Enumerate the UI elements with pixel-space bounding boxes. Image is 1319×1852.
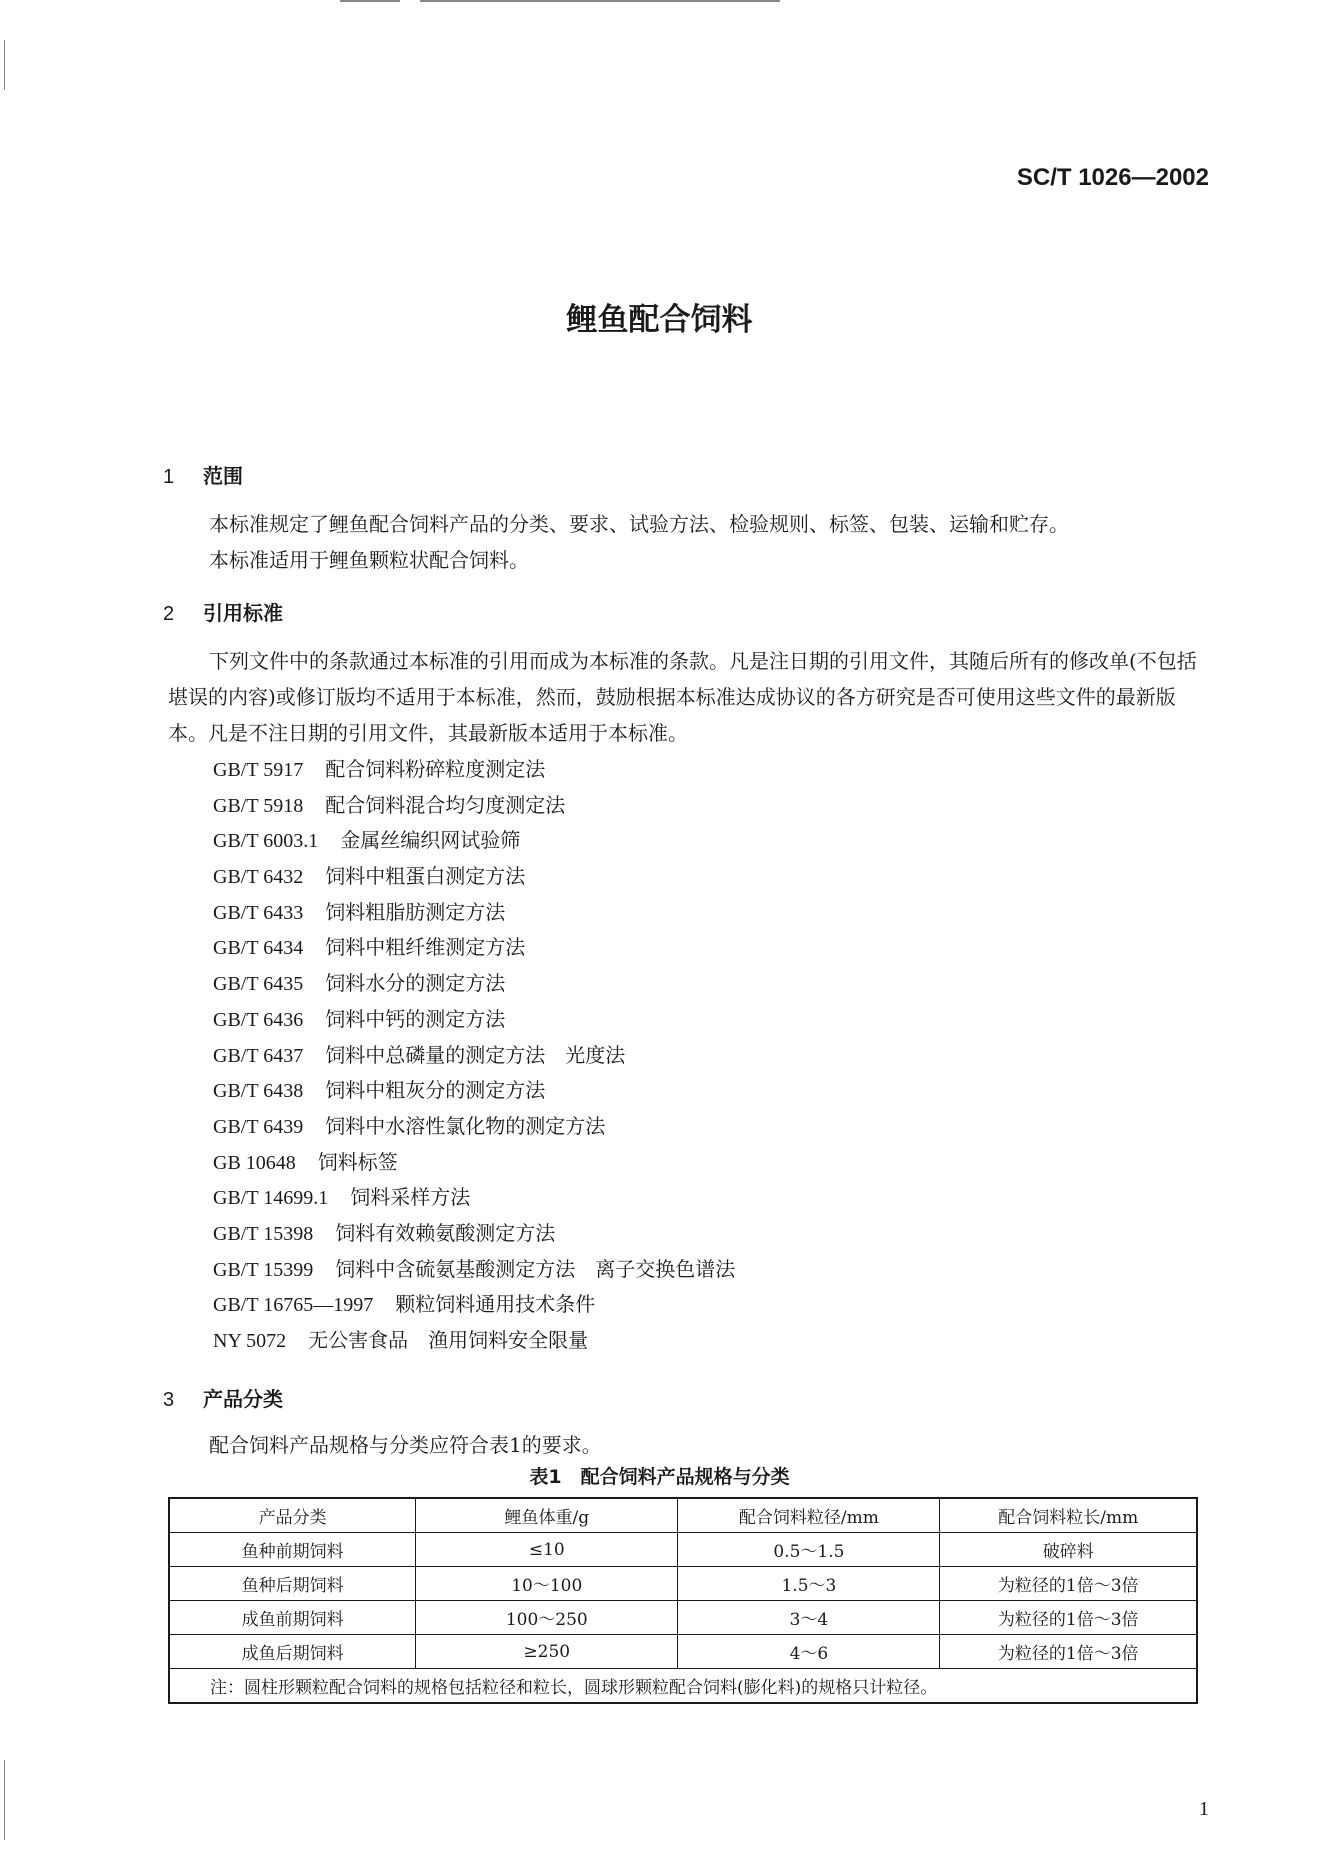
spec-table (168, 1497, 1198, 1704)
reference-item (213, 1038, 735, 1074)
reference-name: 颗粒饲料通用技术条件 (395, 1292, 596, 1317)
reference-item (213, 1287, 735, 1323)
scope-paragraph (168, 506, 1198, 578)
table-header-cell: 配合饲料粒径/mm (678, 1498, 940, 1533)
reference-code: GB/T 6435 (213, 973, 304, 996)
reference-code: GB 10648 (213, 1151, 296, 1174)
reference-item (213, 930, 735, 966)
section-heading-scope (163, 460, 243, 489)
reference-item (213, 823, 735, 859)
scan-mark-top (340, 0, 400, 2)
reference-name: 饲料水分的测定方法 (325, 971, 506, 996)
reference-name: 配合饲料粉碎粒度测定法 (325, 757, 546, 781)
reference-name: 无公害食品 渔用饲料安全限量 (308, 1328, 589, 1352)
section-number: 3 (163, 1389, 175, 1411)
reference-name: 饲料中水溶性氯化物的测定方法 (325, 1113, 606, 1138)
reference-name: 饲料采样方法 (350, 1185, 471, 1210)
reference-code: GB/T 6439 (213, 1115, 304, 1138)
reference-item (213, 1252, 735, 1288)
section-title: 范围 (203, 464, 243, 488)
reference-code: GB/T 6438 (213, 1080, 304, 1103)
reference-code: GB/T 15399 (213, 1258, 314, 1281)
reference-name: 饲料中钙的测定方法 (325, 1006, 506, 1031)
reference-code: NY 5072 (213, 1330, 287, 1352)
table-cell: 鱼种后期饲料 (169, 1567, 416, 1601)
reference-code: GB/T 6432 (213, 866, 304, 889)
section-heading-references (163, 597, 283, 626)
reference-item (213, 1323, 735, 1359)
reference-name: 饲料中粗蛋白测定方法 (325, 864, 526, 889)
reference-name: 饲料中含硫氨基酸测定方法 离子交换色谱法 (335, 1256, 736, 1281)
table-row (169, 1635, 1197, 1669)
section-title: 产品分类 (203, 1387, 283, 1411)
reference-name: 饲料中粗纤维测定方法 (325, 935, 526, 960)
reference-code: GB/T 6437 (213, 1044, 304, 1067)
reference-item (213, 859, 735, 895)
table-cell: 为粒径的1倍～3倍 (940, 1567, 1197, 1601)
table-cell: 1.5～3 (678, 1567, 940, 1601)
reference-item (213, 1145, 735, 1181)
table-cell: 为粒径的1倍～3倍 (940, 1601, 1197, 1635)
references-intro: 下列文件中的条款通过本标准的引用而成为本标准的条款。凡是注日期的引用文件，其随后所有的修改单(不包括堪误的内容)或修订版均不适用于本标准，然而，鼓励根据本标准达成协议的各方研究是否可使用这些文件的最新版本。凡是不注日期的引用文件，其最新版本适用于本标准。 (168, 649, 1197, 745)
table-header-cell: 配合饲料粒长/mm (940, 1498, 1197, 1533)
reference-name: 饲料有效赖氨酸测定方法 (335, 1220, 556, 1245)
classification-intro: 配合饲料产品规格与分类应符合表1的要求。 (209, 1433, 602, 1457)
reference-item (213, 1109, 735, 1145)
table-caption: 表1 配合饲料产品规格与分类 (529, 1466, 790, 1488)
reference-item (213, 1073, 735, 1109)
reference-code: GB/T 6436 (213, 1008, 304, 1031)
reference-item (213, 1002, 735, 1038)
table-cell: 10～100 (416, 1567, 678, 1601)
reference-code: GB/T 16765—1997 (213, 1294, 374, 1317)
table-cell: 破碎料 (940, 1533, 1197, 1567)
scan-mark-left (4, 1760, 5, 1840)
reference-name: 饲料中总磷量的测定方法 光度法 (325, 1042, 626, 1067)
table-cell: 成鱼后期饲料 (169, 1635, 416, 1669)
reference-code: GB/T 6003.1 (213, 830, 319, 853)
table-cell: 0.5～1.5 (678, 1533, 940, 1567)
document-title: 鲤鱼配合饲料 (566, 302, 753, 338)
reference-item (213, 788, 735, 824)
table-row (169, 1567, 1197, 1601)
scan-mark-left (4, 40, 5, 90)
table-cell: 鱼种前期饲料 (169, 1533, 416, 1567)
reference-name: 饲料中粗灰分的测定方法 (325, 1078, 546, 1103)
section-number: 2 (163, 603, 175, 625)
reference-code: GB/T 15398 (213, 1222, 314, 1245)
table-cell: 3～4 (678, 1601, 940, 1635)
reference-name: 金属丝编织网试验筛 (340, 828, 521, 853)
reference-list (213, 752, 735, 1359)
reference-item (213, 895, 735, 931)
section-number: 1 (163, 466, 175, 488)
page-number: 1 (1199, 1798, 1209, 1820)
reference-item (213, 752, 735, 788)
table-header-row (169, 1498, 1197, 1533)
table-row (169, 1601, 1197, 1635)
table-note-row (169, 1669, 1197, 1704)
table-note: 注：圆柱形颗粒配合饲料的规格包括粒径和粒长，圆球形颗粒配合饲料(膨化料)的规格只计粒径。 (169, 1669, 1197, 1704)
section-heading-classification (163, 1383, 283, 1412)
table-cell: ≥250 (416, 1635, 678, 1669)
reference-code: GB/T 5918 (213, 794, 304, 817)
scan-mark-top (420, 0, 780, 2)
reference-item (213, 1180, 735, 1216)
table-cell: 100～250 (416, 1601, 678, 1635)
table-header-cell: 产品分类 (169, 1498, 416, 1533)
scope-text-2: 本标准适用于鲤鱼颗粒状配合饲料。 (209, 548, 529, 572)
reference-name: 配合饲料混合均匀度测定法 (325, 792, 566, 817)
table-cell: 为粒径的1倍～3倍 (940, 1635, 1197, 1669)
table-cell: 成鱼前期饲料 (169, 1601, 416, 1635)
reference-item (213, 966, 735, 1002)
standard-code: SC/T 1026—2002 (1016, 164, 1209, 191)
table-cell: 4～6 (678, 1635, 940, 1669)
table-cell: ≤10 (416, 1533, 678, 1567)
table-header-cell: 鲤鱼体重/g (416, 1498, 678, 1533)
reference-code: GB/T 6434 (213, 937, 304, 960)
reference-name: 饲料粗脂肪测定方法 (325, 899, 506, 924)
reference-item (213, 1216, 735, 1252)
reference-code: GB/T 14699.1 (213, 1187, 329, 1210)
scope-text-1: 本标准规定了鲤鱼配合饲料产品的分类、要求、试验方法、检验规则、标签、包装、运输和贮存。 (209, 512, 1069, 536)
reference-code: GB/T 5917 (213, 759, 304, 781)
reference-code: GB/T 6433 (213, 901, 304, 924)
section-title: 引用标准 (203, 601, 283, 625)
table-row (169, 1533, 1197, 1567)
reference-name: 饲料标签 (317, 1149, 398, 1174)
